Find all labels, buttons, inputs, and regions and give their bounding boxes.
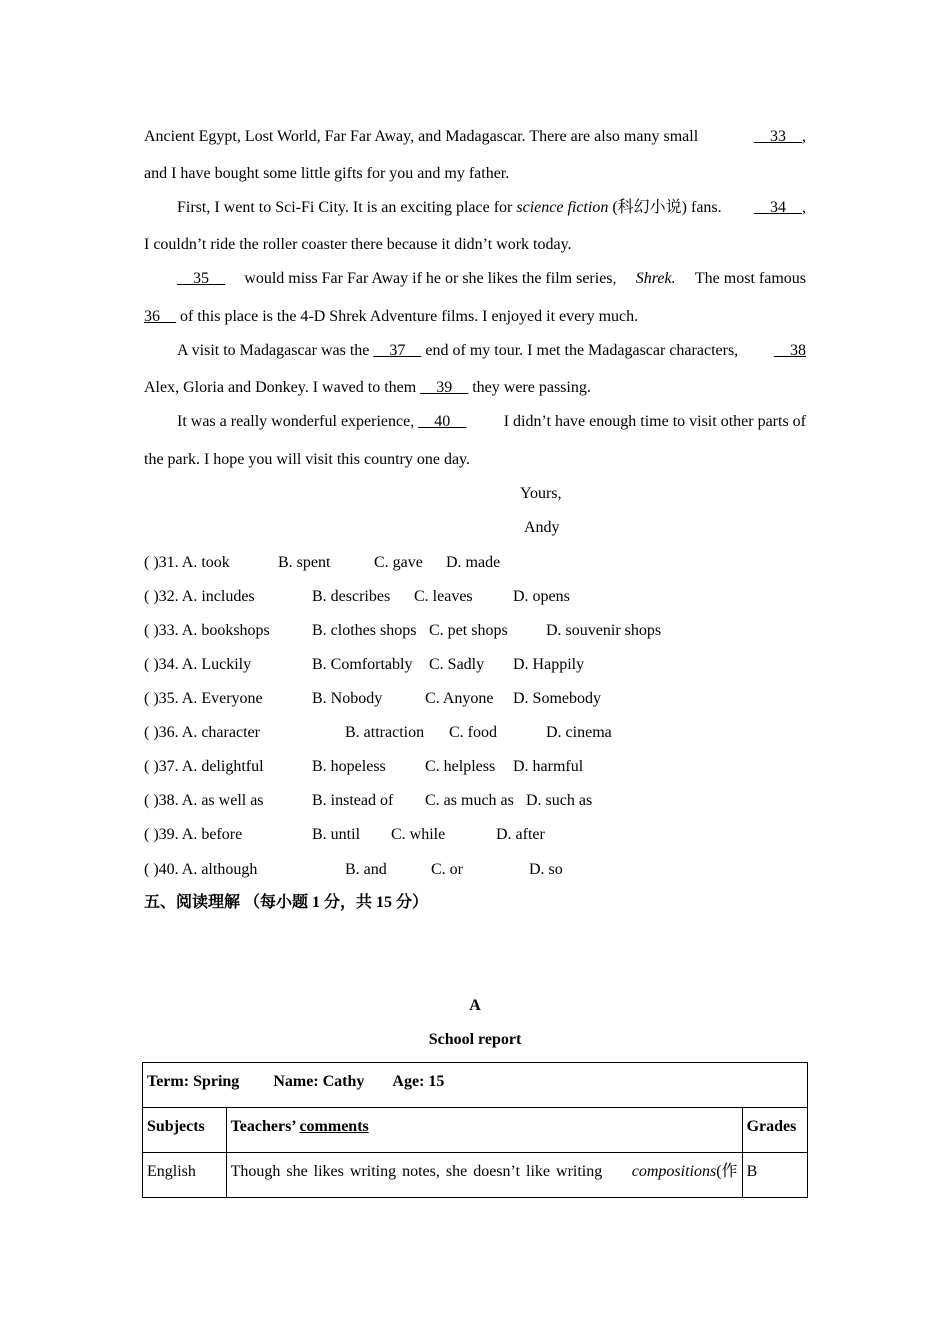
option-d: D. after bbox=[496, 826, 545, 843]
option-b: B. until bbox=[312, 826, 361, 843]
text: (作 bbox=[716, 1163, 738, 1180]
option-b: B. clothes shops bbox=[312, 622, 417, 639]
option-c: C. Anyone bbox=[425, 690, 494, 707]
closing: Yours, bbox=[520, 485, 562, 502]
option-b: B. Nobody bbox=[312, 690, 383, 707]
question-stem-option-a: ( )31. A. took bbox=[144, 554, 230, 571]
option-c: C. Sadly bbox=[429, 656, 485, 673]
passage-line-2: and I have bought some little gifts for you and my father. bbox=[144, 165, 510, 182]
passage-line-10: the park. I hope you will visit this country one day. bbox=[144, 451, 471, 468]
italic-term: science fiction bbox=[516, 199, 609, 216]
option-d: D. harmful bbox=[513, 758, 584, 775]
comment-cell bbox=[226, 1153, 742, 1198]
table-row bbox=[143, 1108, 808, 1153]
report-info-cell bbox=[143, 1063, 808, 1108]
blank-38: __38 bbox=[774, 342, 806, 359]
passage-line-5 bbox=[177, 269, 806, 289]
text: would miss Far Far Away if he or she likes the film series, bbox=[244, 270, 617, 287]
grade-cell: B bbox=[742, 1153, 807, 1198]
option-c: C. pet shops bbox=[429, 622, 508, 639]
table-row bbox=[143, 1063, 808, 1108]
text: I didn’t have enough time to visit other parts of bbox=[503, 413, 806, 430]
blank-33: __33__ bbox=[754, 128, 802, 145]
question-stem-option-a: ( )39. A. before bbox=[144, 826, 243, 843]
blank-39: __39__ bbox=[420, 379, 469, 396]
text: A visit to Madagascar was the bbox=[177, 342, 370, 359]
option-d: D. Somebody bbox=[513, 690, 601, 707]
text: , bbox=[802, 199, 806, 216]
subject-cell: English bbox=[143, 1153, 227, 1198]
text: end of my tour. I met the Madagascar characters, bbox=[425, 342, 739, 359]
option-b: B. spent bbox=[278, 554, 331, 571]
option-b: B. hopeless bbox=[312, 758, 386, 775]
blank-37: __37__ bbox=[373, 342, 422, 359]
blank-36: 36__ bbox=[144, 308, 176, 325]
option-d: D. opens bbox=[513, 588, 570, 605]
blank-34: __34__ bbox=[754, 199, 802, 216]
text: of this place is the 4-D Shrek Adventure films. I enjoyed it every much. bbox=[180, 308, 639, 325]
text: The most famous bbox=[694, 270, 806, 287]
passage-line-1 bbox=[144, 127, 806, 147]
option-c: C. as much as bbox=[425, 792, 514, 809]
school-report-table bbox=[142, 1062, 808, 1198]
option-c: C. or bbox=[431, 861, 463, 878]
report-title: School report bbox=[428, 1031, 522, 1048]
option-b: B. instead of bbox=[312, 792, 394, 809]
option-b: B. Comfortably bbox=[312, 656, 413, 673]
section-heading: 五、阅读理解 （每小题 1 分，共 15 分） bbox=[144, 894, 429, 911]
header-teachers-comments bbox=[226, 1108, 742, 1153]
passage-line-4: I couldn’t ride the roller coaster there because it didn’t work today. bbox=[144, 236, 572, 253]
text: comments bbox=[299, 1118, 369, 1135]
text: Though she likes writing notes, she doesn’t like writing bbox=[230, 1163, 603, 1180]
signature: Andy bbox=[524, 519, 560, 536]
question-stem-option-a: ( )38. A. as well as bbox=[144, 792, 264, 809]
text: , bbox=[802, 128, 806, 145]
question-stem-option-a: ( )40. A. although bbox=[144, 861, 258, 878]
question-stem-option-a: ( )35. A. Everyone bbox=[144, 690, 263, 707]
passage-line-3-bound bbox=[177, 198, 806, 218]
option-c: C. gave bbox=[374, 554, 423, 571]
question-stem-option-a: ( )37. A. delightful bbox=[144, 758, 264, 775]
option-d: D. cinema bbox=[546, 724, 612, 741]
passage-line-6 bbox=[144, 307, 806, 327]
question-stem-option-a: ( )33. A. bookshops bbox=[144, 622, 270, 639]
option-d: D. made bbox=[446, 554, 501, 571]
text: It was a really wonderful experience, bbox=[177, 413, 415, 430]
option-d: D. so bbox=[529, 861, 563, 878]
text: they were passing. bbox=[472, 379, 591, 396]
table-row bbox=[143, 1153, 808, 1198]
term: Term: Spring bbox=[147, 1073, 240, 1090]
text: Teachers’ bbox=[230, 1118, 296, 1135]
question-stem-option-a: ( )32. A. includes bbox=[144, 588, 255, 605]
text: Alex, Gloria and Donkey. I waved to them bbox=[144, 379, 417, 396]
student-age: Age: 15 bbox=[392, 1073, 445, 1090]
option-c: C. food bbox=[449, 724, 497, 741]
italic-term: compositions bbox=[631, 1163, 717, 1180]
text: Ancient Egypt, Lost World, Far Far Away, and Madagascar. There are also many small bbox=[144, 128, 699, 145]
option-b: B. attraction bbox=[345, 724, 425, 741]
question-stem-option-a: ( )36. A. character bbox=[144, 724, 260, 741]
text: (科幻小说) fans. bbox=[612, 199, 722, 216]
text: First, I went to Sci-Fi City. It is an exciting place for bbox=[177, 199, 513, 216]
blank-40: __40__ bbox=[418, 413, 467, 430]
header-grades: Grades bbox=[742, 1108, 807, 1153]
option-c: C. helpless bbox=[425, 758, 496, 775]
passage-line-9 bbox=[177, 412, 806, 432]
passage-line-8 bbox=[144, 378, 806, 398]
italic-title: Shrek. bbox=[635, 270, 676, 287]
passage-line-7 bbox=[177, 341, 806, 361]
option-d: D. such as bbox=[526, 792, 593, 809]
option-c: C. leaves bbox=[414, 588, 473, 605]
option-c: C. while bbox=[391, 826, 446, 843]
blank-35: __35__ bbox=[177, 270, 225, 287]
option-b: B. describes bbox=[312, 588, 391, 605]
header-subjects: Subjects bbox=[143, 1108, 227, 1153]
option-b: B. and bbox=[345, 861, 387, 878]
student-name: Name: Cathy bbox=[273, 1073, 365, 1090]
option-d: D. souvenir shops bbox=[546, 622, 662, 639]
part-label: A bbox=[469, 997, 481, 1014]
question-stem-option-a: ( )34. A. Luckily bbox=[144, 656, 252, 673]
option-d: D. Happily bbox=[513, 656, 585, 673]
